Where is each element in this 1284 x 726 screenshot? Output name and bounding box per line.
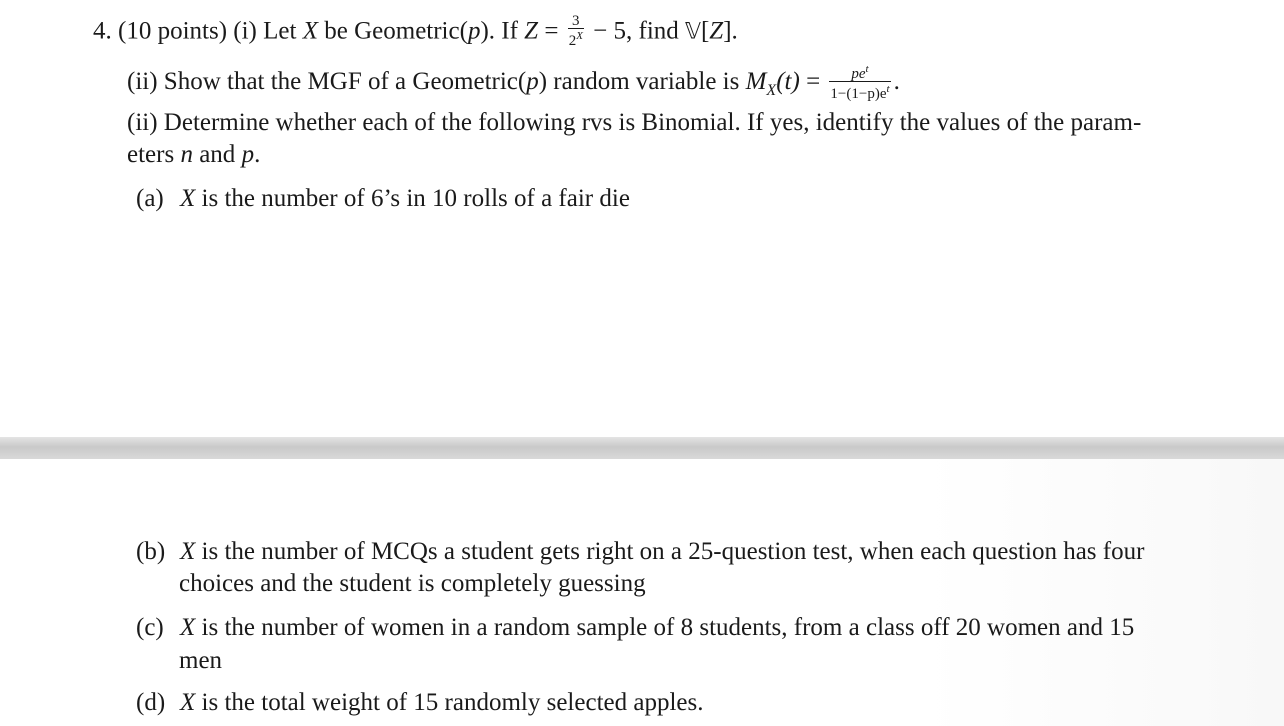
part-i-be: be Geometric(: [324, 17, 468, 45]
mgf-num-exp: t: [865, 63, 869, 75]
fraction-denominator: [568, 29, 584, 48]
item-a-var: X: [180, 185, 196, 212]
part-ii-binomial-line1: (ii) Determine whether each of the following rvs is Binomial. If yes, identify the values of the param-: [127, 109, 1142, 136]
item-d-var: X: [180, 689, 196, 716]
param-p: p: [241, 141, 255, 168]
binomial-line2-c: .: [254, 141, 261, 168]
item-b-label: (b): [136, 538, 166, 565]
var-x: X: [302, 17, 318, 45]
item-a-text: [180, 183, 630, 215]
mgf-numerator: [829, 62, 890, 82]
item-c-text-line1: [180, 612, 1134, 644]
mgf-fraction: [829, 62, 890, 101]
binomial-line2-b: and: [199, 141, 236, 168]
page-separator: [0, 437, 1284, 459]
bracket-open: [: [700, 17, 710, 45]
item-d-line1: is the total weight of 15 randomly selected apples.: [201, 689, 704, 716]
mgf-end: .: [893, 68, 900, 96]
part-ii-binomial-line2: [127, 140, 260, 170]
item-c-var: X: [180, 614, 196, 641]
param-p: p: [467, 17, 481, 45]
item-c-line1: is the number of women in a random sample of 8 students, from a class off 20 women and 15: [201, 614, 1135, 641]
item-c-label: (c): [136, 614, 164, 641]
fraction-den-exp: X: [576, 30, 583, 42]
problem-points: (10 points): [118, 17, 228, 45]
mgf-den-exp: t: [886, 83, 890, 95]
variance-symbol: 𝕍: [685, 19, 701, 45]
equals-sign: =: [544, 17, 559, 45]
part-ii-mgf-text1: (ii) Show that the MGF of a Geometric(: [127, 68, 527, 96]
equals-sign: =: [806, 68, 821, 96]
mgf-subscript: X: [766, 82, 777, 100]
binomial-line2-a: eters: [127, 141, 175, 168]
item-a-line1: is the number of 6’s in 10 rolls of a fair die: [201, 185, 630, 212]
part-i-lead: Let: [263, 17, 297, 45]
item-b-text-line1: [180, 536, 1144, 568]
item-d-text: [180, 687, 703, 719]
part-i-close: ). If: [480, 17, 518, 45]
part-i-line: [93, 13, 738, 50]
part-i-label: (i): [233, 17, 257, 45]
mgf-num-base: pe: [851, 66, 866, 82]
mgf-m: M: [745, 68, 767, 96]
item-b-line1: is the number of MCQs a student gets right on a 25-question test, when each question has four: [201, 538, 1145, 565]
document-page-lower: [0, 459, 1284, 726]
item-b-var: X: [180, 538, 196, 565]
fraction-numerator: 3: [568, 14, 584, 29]
item-d-label: (d): [136, 689, 166, 716]
item-a-label: (a): [136, 185, 164, 212]
var-z-2: Z: [709, 17, 724, 45]
mgf-den-base: 1−(1−p)e: [830, 86, 887, 102]
part-i-minus-five: − 5, find: [593, 17, 679, 45]
item-b-line2: choices and the student is completely guessing: [179, 570, 646, 597]
item-c-line2: men: [179, 647, 223, 674]
fraction-3-over-2x: [568, 14, 584, 48]
part-ii-mgf-line: [127, 64, 900, 106]
bracket-close: ].: [723, 17, 738, 45]
var-z: Z: [524, 17, 539, 45]
param-p: p: [526, 68, 539, 96]
mgf-arg: (t): [776, 68, 800, 96]
mgf-denominator: [829, 82, 890, 101]
param-n: n: [180, 141, 193, 168]
fraction-den-base: 2: [568, 33, 577, 49]
problem-number: 4.: [93, 17, 112, 45]
part-ii-mgf-text2: ) random variable is: [538, 68, 740, 96]
